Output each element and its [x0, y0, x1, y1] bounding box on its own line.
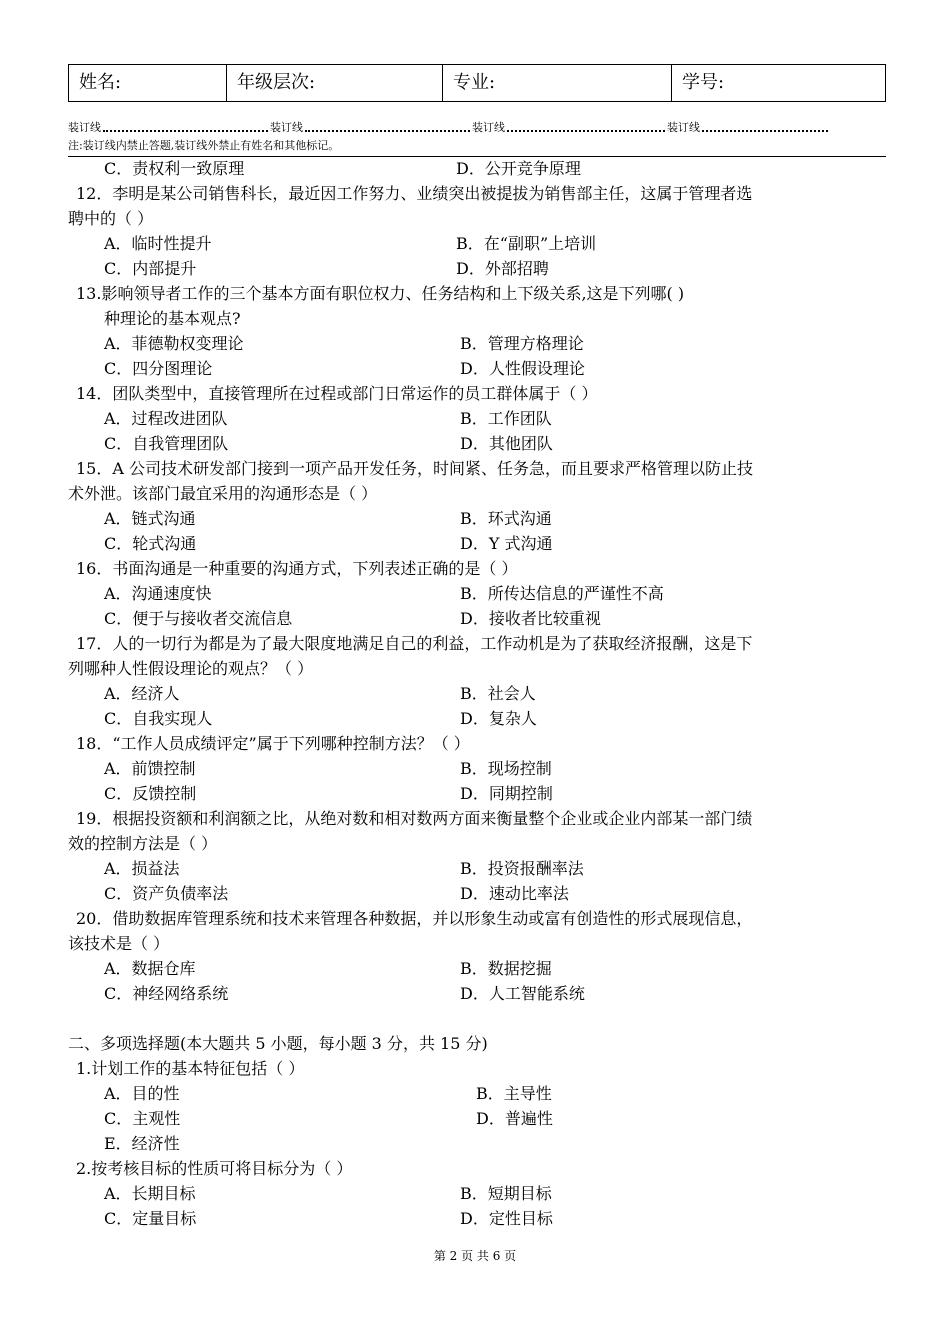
answer-option[interactable]: D．Y 式沟通 [460, 534, 553, 553]
question-text: 聘中的（ ） [68, 209, 154, 228]
answer-option[interactable]: D．复杂人 [460, 709, 537, 728]
answer-option[interactable]: C．四分图理论 [104, 359, 213, 378]
answer-option[interactable]: A．链式沟通 [104, 509, 196, 528]
answer-option[interactable]: D．定性目标 [460, 1209, 553, 1228]
question-text: 17．人的一切行为都是为了最大限度地满足自己的利益，工作动机是为了获取经济报酬，这是下 [76, 634, 753, 653]
answer-option[interactable]: C．自我实现人 [104, 709, 213, 728]
answer-option[interactable]: B．短期目标 [460, 1184, 552, 1203]
answer-option[interactable]: B．所传达信息的严谨性不高 [460, 584, 664, 603]
question-text: 列哪种人性假设理论的观点？（ ） [68, 659, 314, 678]
name-field[interactable]: 姓名: [69, 65, 227, 101]
question-text: 18．“工作人员成绩评定”属于下列哪种控制方法？（ ） [76, 734, 470, 753]
answer-option[interactable]: A．临时性提升 [104, 234, 212, 253]
answer-option[interactable]: D．其他团队 [460, 434, 553, 453]
answer-option[interactable]: C．反馈控制 [104, 784, 197, 803]
answer-option[interactable]: B．现场控制 [460, 759, 552, 778]
answer-option[interactable]: C．自我管理团队 [104, 434, 229, 453]
question-text: 14．团队类型中，直接管理所在过程或部门日常运作的员工群体属于（ ） [76, 384, 598, 403]
answer-option[interactable]: A．前馈控制 [104, 759, 196, 778]
answer-option[interactable]: A．沟通速度快 [104, 584, 212, 603]
binding-dots [103, 130, 268, 132]
answer-option[interactable]: D．人性假设理论 [460, 359, 585, 378]
answer-option[interactable]: B．社会人 [460, 684, 536, 703]
binding-dots [305, 130, 470, 132]
answer-option[interactable]: D．公开竞争原理 [456, 159, 581, 178]
answer-option[interactable]: C．资产负债率法 [104, 884, 229, 903]
answer-option[interactable]: B．管理方格理论 [460, 334, 584, 353]
answer-option[interactable]: B．投资报酬率法 [460, 859, 584, 878]
binding-note: 注:装订线内禁止答题,装订线外禁止有姓名和其他标记。 [68, 139, 340, 152]
answer-option[interactable]: B．环式沟通 [460, 509, 552, 528]
answer-option[interactable]: D．速动比率法 [460, 884, 569, 903]
answer-option[interactable]: C．轮式沟通 [104, 534, 197, 553]
binding-line [68, 120, 886, 136]
answer-option[interactable]: A．损益法 [104, 859, 180, 878]
question-text: 效的控制方法是（ ） [68, 834, 218, 853]
answer-option[interactable]: A．菲德勒权变理论 [104, 334, 244, 353]
page-number: 第 2 页 共 6 页 [433, 1249, 517, 1263]
question-text: 种理论的基本观点? [104, 309, 241, 328]
answer-option[interactable]: D．外部招聘 [456, 259, 549, 278]
binding-label: 装订线 [472, 121, 505, 134]
question-text: 术外泄。该部门最宜采用的沟通形态是（ ） [68, 484, 378, 503]
answer-option[interactable]: B．在“副职”上培训 [456, 234, 597, 253]
binding-dots [702, 130, 828, 132]
answer-option[interactable]: C．便于与接收者交流信息 [104, 609, 293, 628]
answer-option[interactable]: B．主导性 [476, 1084, 552, 1103]
student-id-field[interactable]: 学号: [682, 72, 725, 93]
binding-dots [507, 130, 665, 132]
question-text: 13.影响领导者工作的三个基本方面有职位权力、任务结构和上下级关系,这是下列哪( ) [76, 284, 685, 303]
answer-option[interactable]: B．工作团队 [460, 409, 552, 428]
answer-option[interactable]: A．长期目标 [104, 1184, 196, 1203]
question-text: 1.计划工作的基本特征包括（ ） [76, 1059, 305, 1078]
question-text: 12．李明是某公司销售科长，最近因工作努力、业绩突出被提拔为销售部主任，这属于管理者选 [76, 184, 753, 203]
answer-option[interactable]: C．主观性 [104, 1109, 181, 1128]
question-text: 20．借助数据库管理系统和技术来管理各种数据，并以形象生动或富有创造性的形式展现信息， [76, 909, 753, 928]
binding-label: 装订线 [68, 121, 101, 134]
binding-label: 装订线 [270, 121, 303, 134]
answer-option[interactable]: A．数据仓库 [104, 959, 196, 978]
answer-option[interactable]: A．经济人 [104, 684, 180, 703]
binding-label: 装订线 [667, 121, 700, 134]
major-field[interactable]: 专业: [443, 65, 672, 101]
question-text: 2.按考核目标的性质可将目标分为（ ） [76, 1159, 353, 1178]
answer-option[interactable]: B．数据挖掘 [460, 959, 552, 978]
answer-option[interactable]: C．神经网络系统 [104, 984, 229, 1003]
student-info-table [68, 64, 886, 102]
answer-option[interactable]: C．定量目标 [104, 1209, 197, 1228]
answer-option[interactable]: E．经济性 [104, 1134, 180, 1153]
question-text: 19．根据投资额和利润额之比，从绝对数和相对数两方面来衡量整个企业或企业内部某一部门绩 [76, 809, 753, 828]
question-text: 16．书面沟通是一种重要的沟通方式，下列表述正确的是（ ） [76, 559, 518, 578]
question-text: 15．A 公司技术研发部门接到一项产品开发任务，时间紧、任务急，而且要求严格管理以防止技 [76, 459, 754, 478]
section-heading: 二、多项选择题(本大题共 5 小题，每小题 3 分，共 15 分) [68, 1034, 488, 1053]
answer-option[interactable]: D．接收者比较重视 [460, 609, 601, 628]
answer-option[interactable]: D．人工智能系统 [460, 984, 585, 1003]
answer-option[interactable]: A．过程改进团队 [104, 409, 228, 428]
answer-option[interactable]: A．目的性 [104, 1084, 180, 1103]
grade-level-field[interactable]: 年级层次: [227, 65, 443, 101]
answer-option[interactable]: D．普遍性 [476, 1109, 553, 1128]
question-text: 该技术是（ ） [68, 934, 170, 953]
answer-option[interactable]: D．同期控制 [460, 784, 553, 803]
answer-option[interactable]: C．内部提升 [104, 259, 197, 278]
answer-option[interactable]: C．责权利一致原理 [104, 159, 245, 178]
